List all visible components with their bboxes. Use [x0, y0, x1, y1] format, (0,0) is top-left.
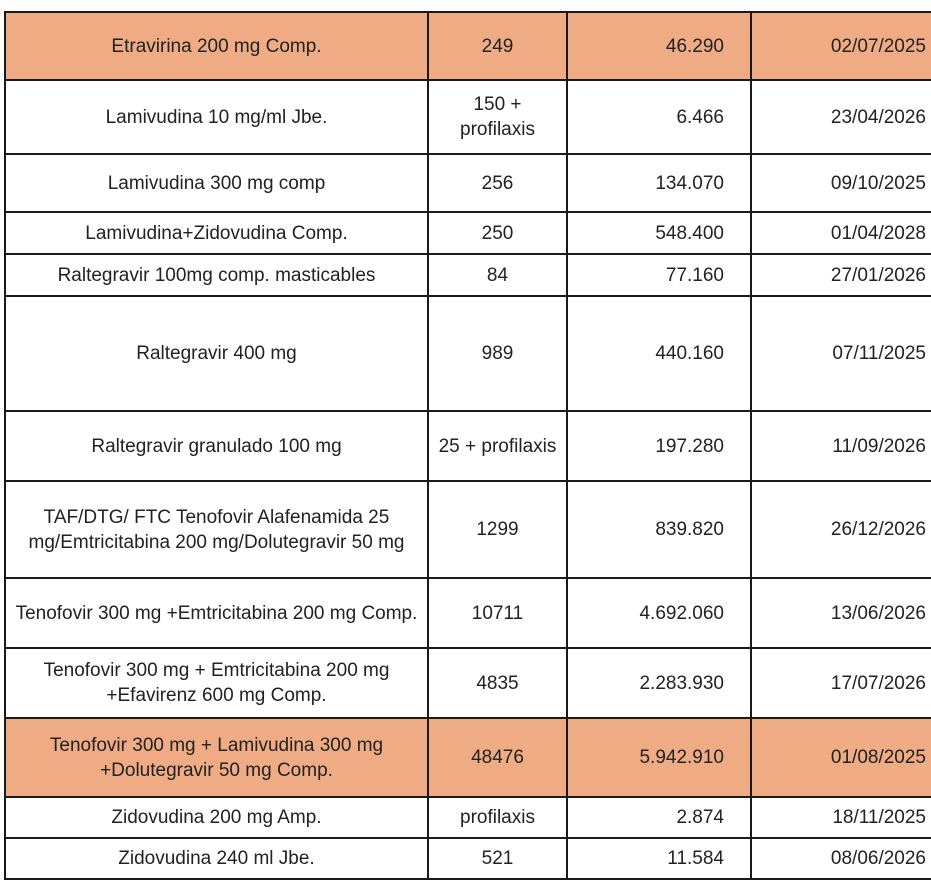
date-cell: 08/06/2026 [751, 838, 931, 879]
medication-name-cell: Lamivudina 10 mg/ml Jbe. [5, 80, 428, 154]
quantity-cell: 84 [428, 254, 567, 296]
quantity-cell: 256 [428, 154, 567, 212]
amount-cell: 4.692.060 [567, 578, 751, 648]
medication-name-cell: Zidovudina 240 ml Jbe. [5, 838, 428, 879]
table-row [5, 12, 931, 80]
medication-name-cell: Tenofovir 300 mg + Emtricitabina 200 mg +Efavirenz 600 mg Comp. [5, 648, 428, 718]
quantity-cell: 10711 [428, 578, 567, 648]
amount-cell: 5.942.910 [567, 718, 751, 797]
table-row [5, 648, 931, 718]
date-cell: 26/12/2026 [751, 481, 931, 578]
date-cell: 02/07/2025 [751, 12, 931, 80]
quantity-cell: 4835 [428, 648, 567, 718]
table-row [5, 212, 931, 254]
medication-table-container [4, 11, 931, 880]
amount-cell: 77.160 [567, 254, 751, 296]
quantity-cell: 249 [428, 12, 567, 80]
table-row [5, 296, 931, 411]
medication-name-cell: Tenofovir 300 mg + Lamivudina 300 mg +Dolutegravir 50 mg Comp. [5, 718, 428, 797]
table-row [5, 578, 931, 648]
quantity-cell: 521 [428, 838, 567, 879]
table-row [5, 718, 931, 797]
amount-cell: 46.290 [567, 12, 751, 80]
date-cell: 09/10/2025 [751, 154, 931, 212]
amount-cell: 548.400 [567, 212, 751, 254]
amount-cell: 134.070 [567, 154, 751, 212]
amount-cell: 197.280 [567, 411, 751, 481]
date-cell: 17/07/2026 [751, 648, 931, 718]
medication-name-cell: Etravirina 200 mg Comp. [5, 12, 428, 80]
table-row [5, 80, 931, 154]
quantity-cell: 150 + profilaxis [428, 80, 567, 154]
date-cell: 27/01/2026 [751, 254, 931, 296]
medication-name-cell: Raltegravir 100mg comp. masticables [5, 254, 428, 296]
medication-name-cell: TAF/DTG/ FTC Tenofovir Alafenamida 25 mg/Emtricitabina 200 mg/Dolutegravir 50 mg [5, 481, 428, 578]
date-cell: 01/04/2028 [751, 212, 931, 254]
amount-cell: 440.160 [567, 296, 751, 411]
table-row [5, 838, 931, 879]
amount-cell: 839.820 [567, 481, 751, 578]
amount-cell: 6.466 [567, 80, 751, 154]
amount-cell: 2.874 [567, 797, 751, 838]
medication-name-cell: Tenofovir 300 mg +Emtricitabina 200 mg Comp. [5, 578, 428, 648]
date-cell: 07/11/2025 [751, 296, 931, 411]
amount-cell: 11.584 [567, 838, 751, 879]
date-cell: 23/04/2026 [751, 80, 931, 154]
date-cell: 18/11/2025 [751, 797, 931, 838]
medication-name-cell: Zidovudina 200 mg Amp. [5, 797, 428, 838]
quantity-cell: profilaxis [428, 797, 567, 838]
medication-name-cell: Raltegravir 400 mg [5, 296, 428, 411]
medication-name-cell: Lamivudina 300 mg comp [5, 154, 428, 212]
quantity-cell: 1299 [428, 481, 567, 578]
medication-name-cell: Raltegravir granulado 100 mg [5, 411, 428, 481]
table-row [5, 797, 931, 838]
date-cell: 11/09/2026 [751, 411, 931, 481]
quantity-cell: 25 + profilaxis [428, 411, 567, 481]
quantity-cell: 250 [428, 212, 567, 254]
quantity-cell: 48476 [428, 718, 567, 797]
quantity-cell: 989 [428, 296, 567, 411]
medication-table [4, 11, 931, 880]
date-cell: 01/08/2025 [751, 718, 931, 797]
table-row [5, 154, 931, 212]
table-row [5, 411, 931, 481]
table-row [5, 481, 931, 578]
date-cell: 13/06/2026 [751, 578, 931, 648]
medication-name-cell: Lamivudina+Zidovudina Comp. [5, 212, 428, 254]
amount-cell: 2.283.930 [567, 648, 751, 718]
table-row [5, 254, 931, 296]
